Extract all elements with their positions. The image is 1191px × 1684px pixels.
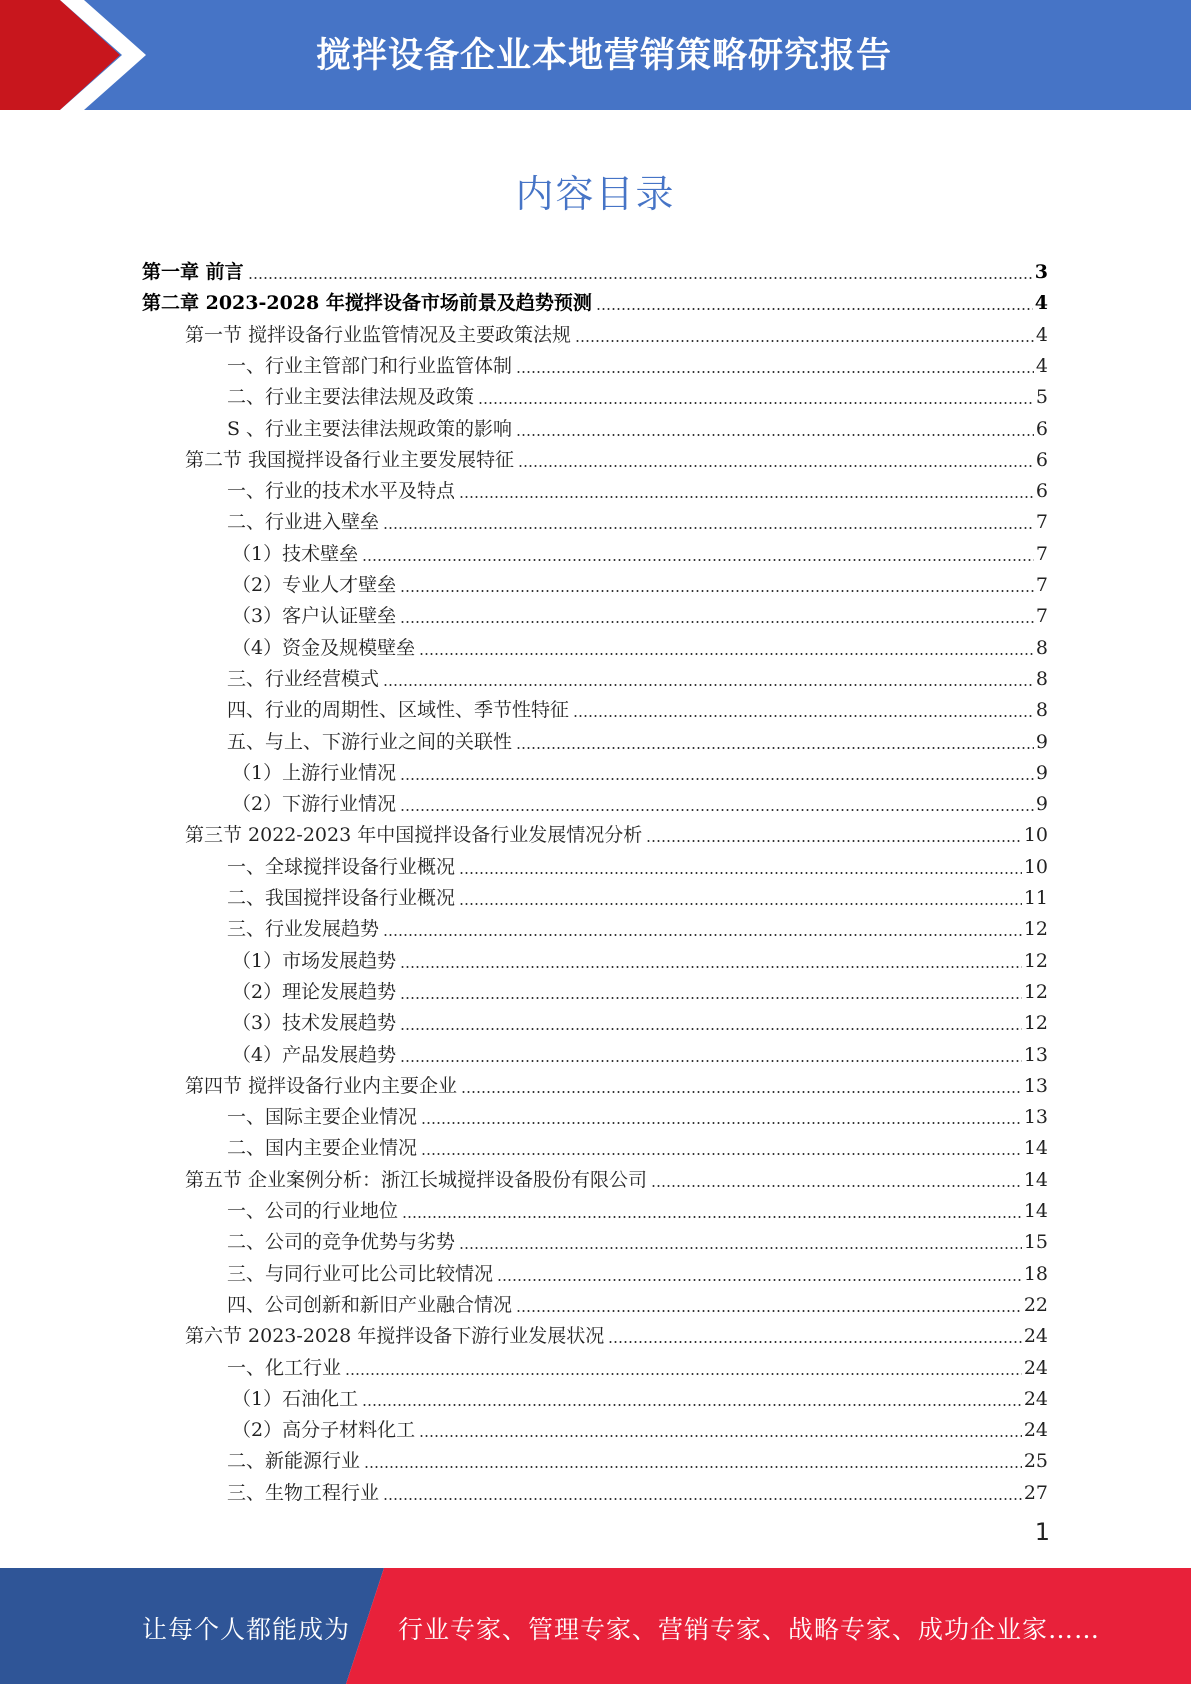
- toc-subsection-entry[interactable]: [232, 535, 1048, 565]
- toc-entry-label: 三、行业发展趋势: [227, 918, 380, 940]
- toc-section-entry[interactable]: [185, 441, 1048, 471]
- toc-dot-leader: [383, 684, 1034, 686]
- toc-dot-leader: [516, 371, 1034, 373]
- toc-section-entry[interactable]: [185, 1317, 1048, 1347]
- footer-slogan-left: 让每个人都能成为: [142, 1615, 351, 1644]
- toc-dot-leader: [419, 1435, 1022, 1437]
- toc-entry-page: 24: [1023, 1388, 1048, 1410]
- toc-entry-label: 二、行业主要法律法规及政策: [227, 386, 475, 408]
- toc-entry-label: 第三节 2022-2023 年中国搅拌设备行业发展情况分析: [185, 824, 643, 846]
- toc-subsection-entry[interactable]: [232, 1380, 1048, 1410]
- toc-dot-leader: [400, 1060, 1022, 1062]
- toc-dot-leader: [345, 1373, 1022, 1375]
- toc-entry-page: 15: [1023, 1231, 1048, 1253]
- toc-entry-page: 5: [1035, 386, 1048, 408]
- toc-dot-leader: [364, 1466, 1022, 1468]
- toc-entry-page: 6: [1035, 449, 1048, 471]
- toc-entry-label: 二、我国搅拌设备行业概况: [227, 887, 456, 909]
- toc-subsection-entry[interactable]: [227, 1255, 1048, 1285]
- toc-dot-leader: [516, 747, 1034, 749]
- toc-dot-leader: [248, 277, 1033, 279]
- toc-entry-label: 三、与同行业可比公司比较情况: [227, 1263, 494, 1285]
- toc-subsection-entry[interactable]: [227, 410, 1048, 440]
- toc-dot-leader: [478, 402, 1034, 404]
- toc-entry-page: 9: [1035, 731, 1048, 753]
- toc-entry-label: 一、公司的行业地位: [227, 1200, 399, 1222]
- toc-dot-leader: [497, 1279, 1022, 1281]
- toc-chapter-entry[interactable]: [142, 253, 1048, 283]
- toc-entry-label: 二、国内主要企业情况: [227, 1137, 418, 1159]
- toc-subsection-entry[interactable]: [232, 973, 1048, 1003]
- toc-entry-label: 第二节 我国搅拌设备行业主要发展特征: [185, 449, 515, 471]
- toc-entry-page: 6: [1035, 418, 1048, 440]
- toc-dot-leader: [459, 872, 1022, 874]
- toc-entry-page: 24: [1023, 1325, 1048, 1347]
- page-number: 1: [1034, 1518, 1050, 1546]
- toc-dot-leader: [421, 1122, 1022, 1124]
- toc-subsection-entry[interactable]: [227, 1349, 1048, 1379]
- toc-dot-leader: [461, 1091, 1022, 1093]
- toc-entry-label: 二、行业进入壁垒: [227, 511, 380, 533]
- toc-entry-label: 四、行业的周期性、区域性、季节性特征: [227, 699, 570, 721]
- toc-entry-page: 8: [1035, 637, 1048, 659]
- toc-subsection-entry[interactable]: [227, 472, 1048, 502]
- toc-subsection-entry[interactable]: [227, 848, 1048, 878]
- toc-entry-page: 4: [1035, 355, 1048, 377]
- toc-subsection-entry[interactable]: [227, 1098, 1048, 1128]
- toc-entry-label: 一、化工行业: [227, 1357, 342, 1379]
- toc-dot-leader: [651, 1185, 1022, 1187]
- toc-subsection-entry[interactable]: [232, 566, 1048, 596]
- toc-entry-page: 24: [1023, 1357, 1048, 1379]
- toc-dot-leader: [383, 934, 1022, 936]
- toc-subsection-entry[interactable]: [227, 1192, 1048, 1222]
- toc-entry-label: 二、公司的竞争优势与劣势: [227, 1231, 456, 1253]
- toc-subsection-entry[interactable]: [227, 347, 1048, 377]
- toc-entry-page: 12: [1023, 981, 1048, 1003]
- toc-entry-page: 24: [1023, 1419, 1048, 1441]
- toc-entry-label: 第四节 搅拌设备行业内主要企业: [185, 1075, 458, 1097]
- toc-subsection-entry[interactable]: [227, 1442, 1048, 1472]
- toc-entry-page: 9: [1035, 762, 1048, 784]
- footer-banner: [0, 1568, 1191, 1684]
- toc-dot-leader: [646, 840, 1022, 842]
- toc-subsection-entry[interactable]: [232, 597, 1048, 627]
- toc-entry-page: 9: [1035, 793, 1048, 815]
- toc-entry-page: 13: [1023, 1044, 1048, 1066]
- toc-entry-label: 三、生物工程行业: [227, 1482, 380, 1504]
- toc-entry-page: 7: [1035, 605, 1048, 627]
- footer-slogan-right: 行业专家、管理专家、营销专家、战略专家、成功企业家……: [398, 1615, 1101, 1644]
- toc-subsection-entry[interactable]: [232, 629, 1048, 659]
- toc-section-entry[interactable]: [185, 316, 1048, 346]
- toc-entry-label: 第一章 前言: [142, 261, 244, 283]
- toc-entry-page: 25: [1023, 1450, 1048, 1472]
- toc-entry-page: 14: [1023, 1137, 1048, 1159]
- toc-entry-page: 13: [1023, 1106, 1048, 1128]
- toc-subsection-entry[interactable]: [227, 1129, 1048, 1159]
- toc-subsection-entry[interactable]: [232, 785, 1048, 815]
- toc-dot-leader: [400, 590, 1034, 592]
- toc-subsection-entry[interactable]: [232, 1036, 1048, 1066]
- toc-subsection-entry[interactable]: [227, 879, 1048, 909]
- toc-section-entry[interactable]: [185, 1161, 1048, 1191]
- report-header-band: [0, 0, 1191, 110]
- toc-subsection-entry[interactable]: [227, 378, 1048, 408]
- toc-entry-page: 4: [1035, 324, 1048, 346]
- toc-entry-label: 一、行业主管部门和行业监管体制: [227, 355, 513, 377]
- toc-dot-leader: [419, 653, 1034, 655]
- toc-subsection-entry[interactable]: [227, 910, 1048, 940]
- toc-dot-leader: [400, 966, 1022, 968]
- toc-dot-leader: [518, 465, 1034, 467]
- toc-subsection-entry[interactable]: [227, 660, 1048, 690]
- toc-dot-leader: [383, 527, 1034, 529]
- toc-entry-label: 第六节 2023-2028 年搅拌设备下游行业发展状况: [185, 1325, 605, 1347]
- red-chevron-logo: [0, 0, 160, 110]
- toc-subsection-entry[interactable]: [227, 503, 1048, 533]
- toc-dot-leader: [459, 496, 1034, 498]
- toc-subsection-entry[interactable]: [232, 754, 1048, 784]
- toc-entry-label: 三、行业经营模式: [227, 668, 380, 690]
- toc-dot-leader: [362, 1404, 1022, 1406]
- toc-entry-page: 8: [1035, 699, 1048, 721]
- toc-dot-leader: [596, 308, 1033, 310]
- toc-entry-page: 3: [1034, 261, 1048, 283]
- toc-dot-leader: [516, 434, 1034, 436]
- toc-entry-page: 7: [1035, 574, 1048, 596]
- toc-entry-label: 一、行业的技术水平及特点: [227, 480, 456, 502]
- toc-dot-leader: [400, 809, 1034, 811]
- toc-dot-leader: [400, 778, 1034, 780]
- toc-section-entry[interactable]: [185, 816, 1048, 846]
- toc-dot-leader: [575, 340, 1034, 342]
- toc-entry-page: 12: [1023, 918, 1048, 940]
- toc-entry-label: （1）石油化工: [232, 1388, 359, 1410]
- toc-section-entry[interactable]: [185, 1067, 1048, 1097]
- toc-entry-page: 22: [1023, 1294, 1048, 1316]
- toc-subsection-entry[interactable]: [227, 723, 1048, 753]
- toc-dot-leader: [608, 1341, 1022, 1343]
- toc-entry-label: （4）产品发展趋势: [232, 1044, 397, 1066]
- toc-entry-label: （4）资金及规模壁垒: [232, 637, 416, 659]
- toc-subsection-entry[interactable]: [227, 1223, 1048, 1253]
- toc-dot-leader: [459, 903, 1022, 905]
- toc-chapter-entry[interactable]: [142, 284, 1048, 314]
- toc-entry-page: 27: [1023, 1482, 1048, 1504]
- toc-dot-leader: [459, 1247, 1022, 1249]
- toc-entry-label: （1）上游行业情况: [232, 762, 397, 784]
- toc-subsection-entry[interactable]: [232, 1411, 1048, 1441]
- toc-subsection-entry[interactable]: [232, 1004, 1048, 1034]
- toc-entry-label: 第一节 搅拌设备行业监管情况及主要政策法规: [185, 324, 572, 346]
- toc-subsection-entry[interactable]: [232, 942, 1048, 972]
- toc-dot-leader: [362, 559, 1034, 561]
- toc-dot-leader: [400, 997, 1022, 999]
- toc-dot-leader: [400, 1028, 1022, 1030]
- toc-entry-page: 6: [1035, 480, 1048, 502]
- toc-dot-leader: [383, 1498, 1022, 1500]
- toc-entry-page: 7: [1035, 543, 1048, 565]
- toc-heading: 内容目录: [515, 172, 676, 216]
- toc-entry-page: 14: [1023, 1200, 1048, 1222]
- toc-entry-label: （2）下游行业情况: [232, 793, 397, 815]
- toc-entry-label: 五、与上、下游行业之间的关联性: [227, 731, 513, 753]
- toc-entry-label: （3）技术发展趋势: [232, 1012, 397, 1034]
- toc-entry-page: 8: [1035, 668, 1048, 690]
- toc-entry-label: 一、全球搅拌设备行业概况: [227, 856, 456, 878]
- toc-entry-label: （2）理论发展趋势: [232, 981, 397, 1003]
- toc-subsection-entry[interactable]: [227, 1474, 1048, 1504]
- toc-entry-page: 14: [1023, 1169, 1048, 1191]
- toc-entry-label: （2）高分子材料化工: [232, 1419, 416, 1441]
- toc-entry-page: 10: [1023, 856, 1048, 878]
- toc-entry-label: 四、公司创新和新旧产业融合情况: [227, 1294, 513, 1316]
- toc-dot-leader: [402, 1216, 1022, 1218]
- toc-entry-page: 11: [1023, 887, 1048, 909]
- toc-subsection-entry[interactable]: [227, 691, 1048, 721]
- toc-entry-page: 10: [1023, 824, 1048, 846]
- toc-entry-label: （2）专业人才壁垒: [232, 574, 397, 596]
- toc-entry-label: 一、国际主要企业情况: [227, 1106, 418, 1128]
- report-title: 搅拌设备企业本地营销策略研究报告: [316, 36, 893, 76]
- toc-entry-label: 二、新能源行业: [227, 1450, 361, 1472]
- toc-entry-page: 12: [1023, 1012, 1048, 1034]
- toc-entry-label: S 、行业主要法律法规政策的影响: [227, 418, 513, 440]
- toc-subsection-entry[interactable]: [227, 1286, 1048, 1316]
- toc-dot-leader: [400, 621, 1034, 623]
- toc-entry-page: 18: [1023, 1263, 1048, 1285]
- toc-entry-page: 13: [1023, 1075, 1048, 1097]
- toc-dot-leader: [573, 715, 1034, 717]
- toc-entry-page: 7: [1035, 511, 1048, 533]
- toc-dot-leader: [516, 1310, 1022, 1312]
- toc-entry-page: 12: [1023, 950, 1048, 972]
- toc-entry-label: （3）客户认证壁垒: [232, 605, 397, 627]
- toc-dot-leader: [421, 1153, 1022, 1155]
- toc-entry-label: （1）技术壁垒: [232, 543, 359, 565]
- toc-entry-page: 4: [1034, 292, 1048, 314]
- toc-entry-label: 第五节 企业案例分析：浙江长城搅拌设备股份有限公司: [185, 1169, 648, 1191]
- toc-entry-label: （1）市场发展趋势: [232, 950, 397, 972]
- toc-entry-label: 第二章 2023-2028 年搅拌设备市场前景及趋势预测: [142, 292, 592, 314]
